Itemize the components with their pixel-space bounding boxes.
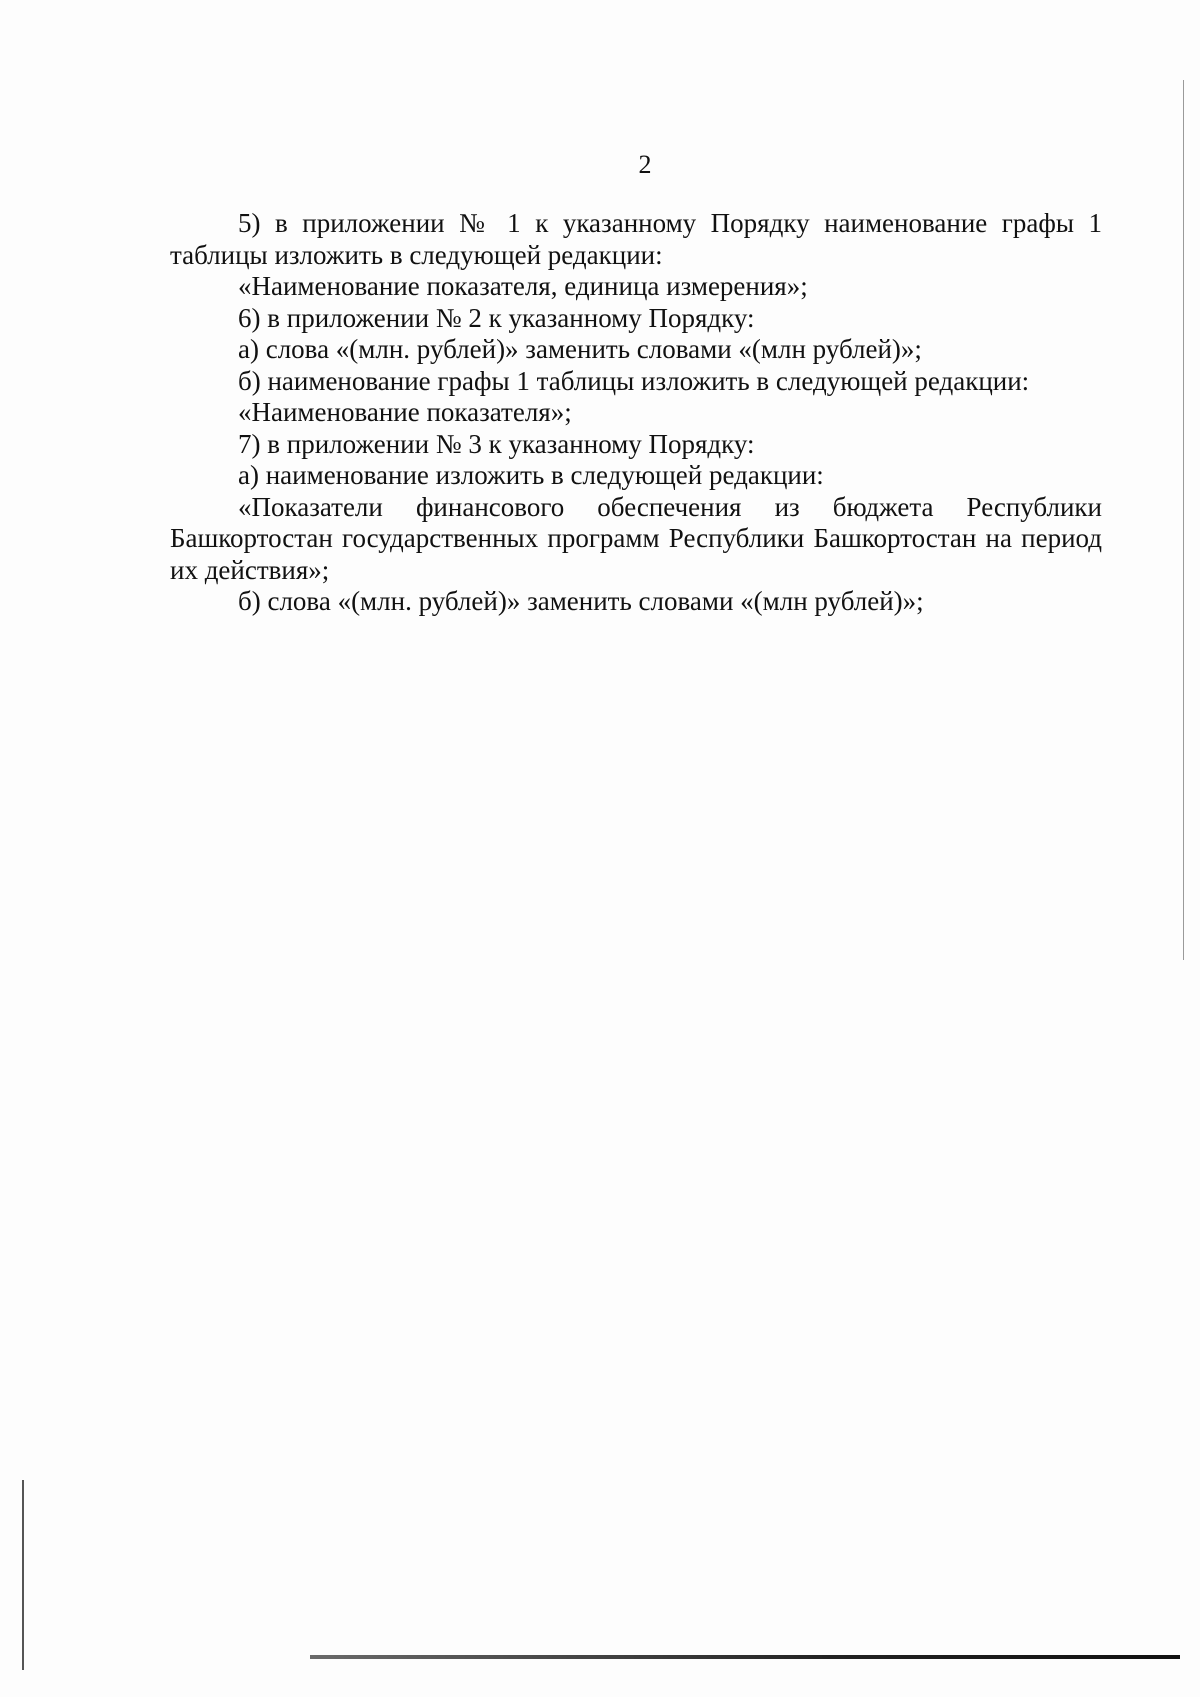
paragraph-item-6a: а) слова «(млн. рублей)» заменить словами «(млн рублей)»;	[238, 334, 922, 364]
paragraph-item-5: 5) в приложении № 1 к указанному Порядку наименование графы 1 таблицы изложить в следующей редакции:	[170, 208, 1102, 270]
paragraph-item-7: 7) в приложении № 3 к указанному Порядку:	[238, 428, 755, 459]
scan-artifact-left-edge	[22, 1480, 24, 1670]
page-number: 2	[638, 150, 652, 179]
paragraph-item-7b: б) слова «(млн. рублей)» заменить словами «(млн рублей)»;	[238, 586, 924, 616]
scan-artifact-bottom-line	[310, 1655, 1180, 1659]
paragraph-item-7a: а) наименование изложить в следующей редакции:	[238, 460, 824, 490]
paragraph-item-6b: б) наименование графы 1 таблицы изложить в следующей редакции:	[238, 365, 1030, 396]
paragraph-item-6: 6) в приложении № 2 к указанному Порядку:	[238, 302, 755, 333]
paragraph-new-column-name-2: «Наименование показателя»;	[238, 397, 572, 427]
paragraph-new-column-name-1: «Наименование показателя, единица измерения»;	[238, 271, 808, 301]
document-body	[170, 208, 1102, 618]
scan-artifact-right-edge	[1183, 80, 1184, 960]
paragraph-new-title: «Показатели финансового обеспечения из бюджета Республики Башкортостан государственных программ Республики Башкортостан на период их действия»;	[170, 491, 1102, 585]
